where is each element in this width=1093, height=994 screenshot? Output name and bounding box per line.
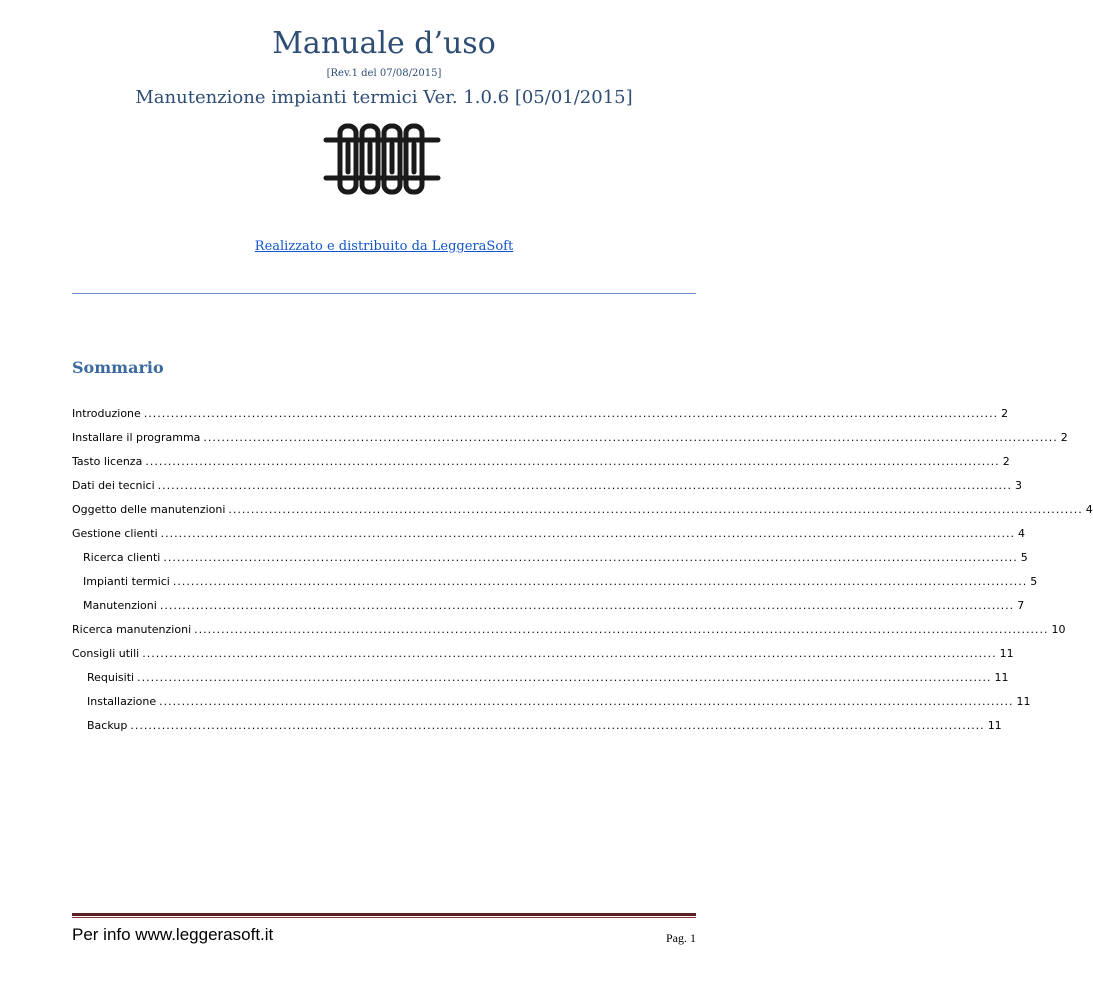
toc-entry-impianti-termici[interactable] [83,572,1038,588]
toc-entry-label: Installazione [87,695,157,708]
toc-entry-label: Consigli utili [72,647,140,660]
toc-entry-label: Oggetto delle manutenzioni [72,503,226,516]
document-title: Manuale d’uso [272,26,496,61]
toc-entry-page: 11 [1016,695,1031,708]
toc-entry-installare[interactable] [72,428,1068,444]
revision-note: [Rev.1 del 07/08/2015] [326,68,442,79]
header-divider [72,293,696,294]
toc-dot-leader: .............................................................................................................................................................................................. [130,719,985,732]
toc-entry-requisiti[interactable] [87,668,1009,684]
toc-dot-leader: .............................................................................................................................................................................................. [137,671,992,684]
toc-heading: Sommario [72,358,164,377]
author-link[interactable]: Realizzato e distribuito da LeggeraSoft [254,239,514,254]
toc-entry-ricerca-clienti[interactable] [83,548,1028,564]
toc-entry-label: Tasto licenza [72,455,143,468]
toc-entry-page: 7 [1017,599,1025,612]
toc-dot-leader: .............................................................................................................................................................................................. [159,695,1014,708]
toc-entry-page: 11 [999,647,1014,660]
toc-entry-oggetto-manutenzioni[interactable] [72,500,1093,516]
toc-entry-page: 5 [1020,551,1028,564]
toc-entry-page: 5 [1030,575,1038,588]
toc-entry-label: Installare il programma [72,431,201,444]
toc-entry-dati-tecnici[interactable] [72,476,1022,492]
toc-dot-leader: .............................................................................................................................................................................................. [157,479,1012,492]
footer-rule-thin [72,917,696,918]
toc-dot-leader: .............................................................................................................................................................................................. [160,527,1015,540]
radiator-icon [322,120,442,198]
toc-entry-page: 2 [1060,431,1068,444]
toc-entry-page: 3 [1015,479,1022,492]
toc-dot-leader: .............................................................................................................................................................................................. [203,431,1058,444]
toc-entry-label: Requisiti [87,671,135,684]
toc-entry-introduzione[interactable] [72,404,1009,420]
toc-dot-leader: .............................................................................................................................................................................................. [145,455,1000,468]
toc-entry-label: Manutenzioni [83,599,157,612]
toc-entry-ricerca-manutenzioni[interactable] [72,620,1066,636]
toc-entry-page: 11 [987,719,1002,732]
toc-entry-consigli-utili[interactable] [72,644,1014,660]
toc-entry-backup[interactable] [87,716,1002,732]
toc-dot-leader: .............................................................................................................................................................................................. [194,623,1049,636]
toc-entry-manutenzioni[interactable] [83,596,1025,612]
toc-entry-page: 2 [1001,407,1009,420]
toc-entry-page: 4 [1018,527,1025,540]
toc-dot-leader: .............................................................................................................................................................................................. [159,599,1015,612]
toc-entry-label: Backup [87,719,128,732]
toc-dot-leader: .............................................................................................................................................................................................. [143,407,999,420]
toc-entry-page: 2 [1002,455,1010,468]
toc-entry-label: Dati dei tecnici [72,479,155,492]
toc-entry-label: Gestione clienti [72,527,158,540]
toc-entry-installazione[interactable] [87,692,1031,708]
toc-entry-label: Introduzione [72,407,141,420]
toc-entry-tasto-licenza[interactable] [72,452,1010,468]
toc-entry-page: 4 [1085,503,1093,516]
document-subtitle: Manutenzione impianti termici Ver. 1.0.6 [05/01/2015] [135,87,633,108]
toc-dot-leader: .............................................................................................................................................................................................. [172,575,1028,588]
toc-entry-page: 10 [1051,623,1066,636]
toc-entry-label: Ricerca manutenzioni [72,623,192,636]
toc-entry-label: Impianti termici [83,575,170,588]
toc-dot-leader: .............................................................................................................................................................................................. [142,647,997,660]
toc-dot-leader: .............................................................................................................................................................................................. [228,503,1083,516]
toc-entry-page: 11 [994,671,1009,684]
toc-dot-leader: .............................................................................................................................................................................................. [163,551,1018,564]
page-number: Pag. 1 [666,931,696,945]
toc-entry-label: Ricerca clienti [83,551,161,564]
toc-entry-gestione-clienti[interactable] [72,524,1025,540]
footer-rule-thick [72,913,696,916]
footer-info: Per info www.leggerasoft.it [72,925,274,944]
